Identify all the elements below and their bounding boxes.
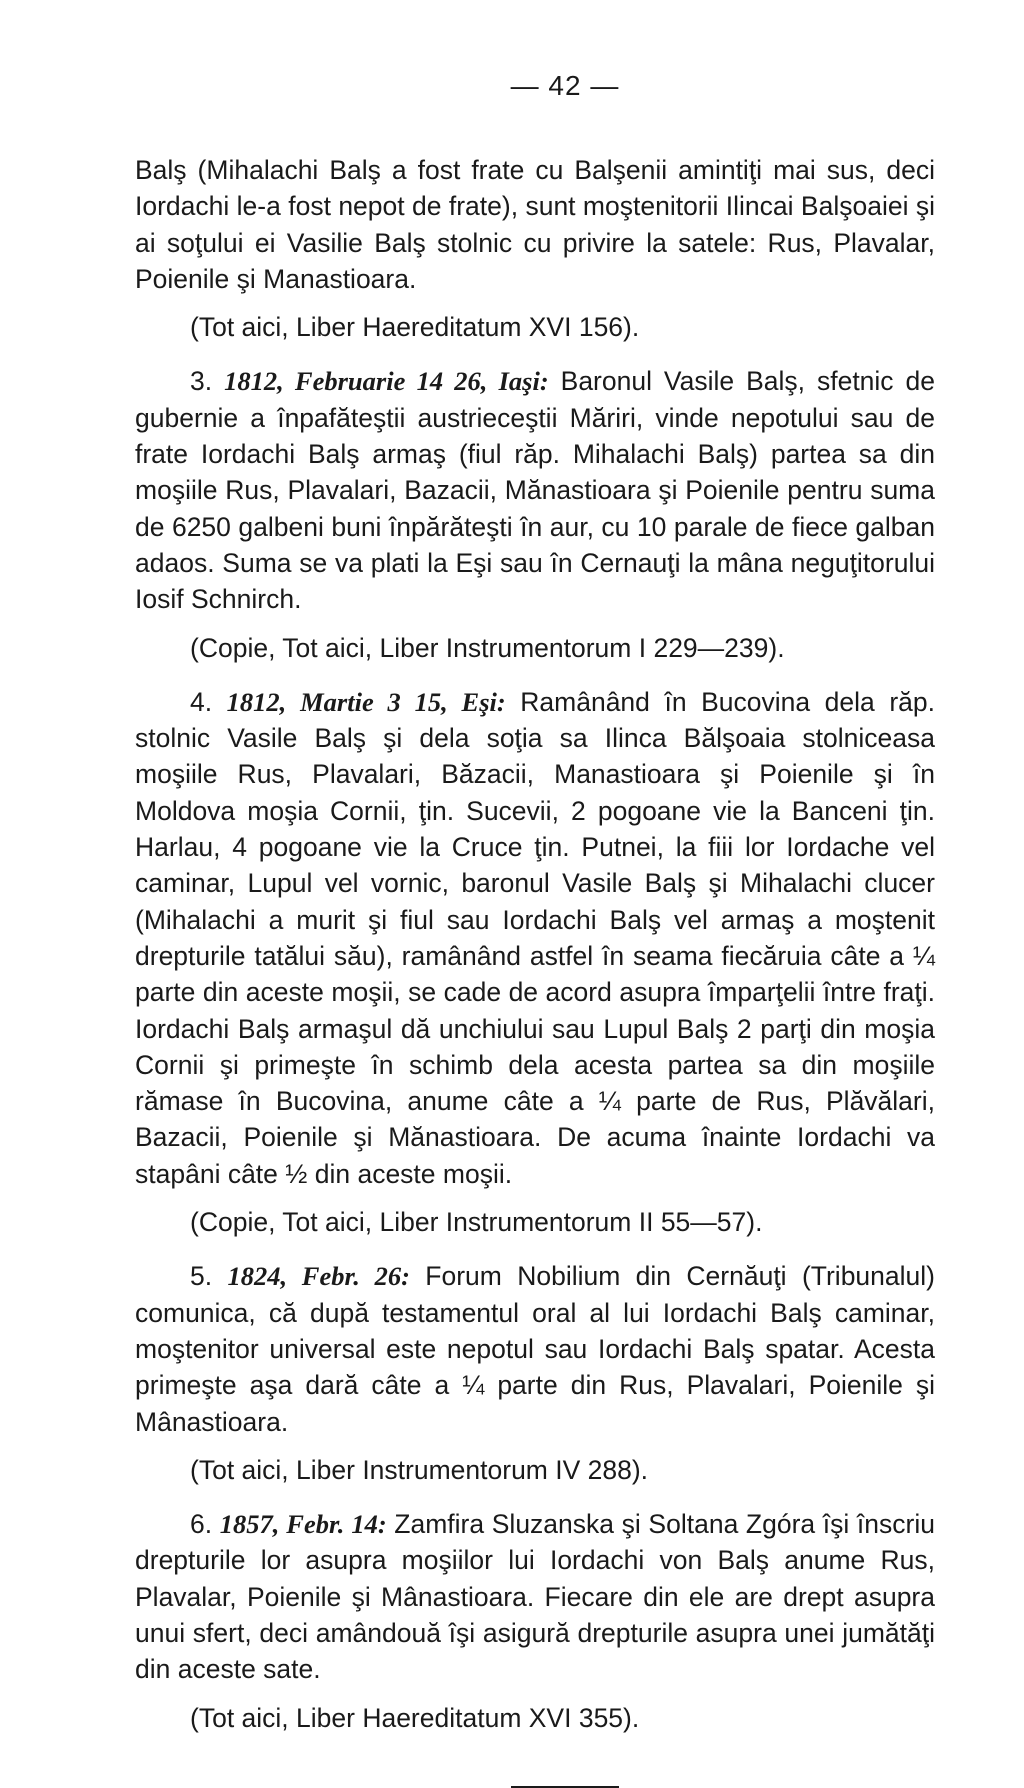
entry-6 [135, 1506, 935, 1736]
entry-number: 6. [190, 1509, 213, 1540]
entry-number: 5. [190, 1261, 213, 1292]
entry-text: Forum Nobilium din Cernăuţi (Tribunalul) comunica, că după testamentul oral al lui Iordachi Balş caminar, moştenitor universal este nepotul sau Iordachi Balş spatar. Acesta primeşte aşa dară câte a ¼ parte din Rus, Plavalari, Poienile şi Mânastioara. [135, 1261, 935, 1437]
intro-paragraph: Balş (Mihalachi Balş a fost frate cu Balşenii amintiţi mai sus, deci Iordachi le-a fost nepot de frate), sunt moştenitorii Ilincai Balşoaiei şi ai soţului ei Vasilie Balş stolnic cu privire la satele: Rus, Plavalar, Poienile şi Manastioara. [135, 155, 935, 294]
entry-paragraph [135, 1506, 935, 1687]
entry-paragraph [135, 684, 935, 1192]
entry-citation: (Tot aici, Liber Haereditatum XVI 355). [190, 1702, 640, 1733]
entry-date: 1812, Martie 3 15, Eşi: [226, 686, 506, 717]
entry-paragraph [135, 1258, 935, 1439]
entry-citation: (Copie, Tot aici, Liber Instrumentorum I 229—239). [190, 632, 785, 663]
entry-citation: (Copie, Tot aici, Liber Instrumentorum II 55—57). [190, 1207, 763, 1238]
entry-number: 4. [190, 686, 213, 717]
entry-number: 3. [190, 366, 213, 397]
page-number: — 42 — [510, 70, 620, 101]
entry-5 [135, 1258, 935, 1488]
document-page [135, 70, 935, 1788]
entry-date: 1857, Febr. 14: [219, 1509, 387, 1540]
entry-text: Ramânând în Bucovina dela răp. stolnic Vasile Balş şi dela soţia sa Ilinca Bălşoaia stolniceasa moşiile Rus, Plavalari, Băzacii, Manastioara şi Poienile şi în Moldova moşia Cornii, ţin. Sucevii, 2 pogoane vie la Banceni ţin. Harlau, 4 pogoane vie la Cruce ţin. Putnei, la fiii lor Iordache vel caminar, Lupul vel vornic, baronul Vasile Balş şi Mihalachi clucer (Mihalachi a murit şi fiul sau Iordachi Balş vel armaş a moştenit drepturile tatălui său), ramânând astfel în seama fiecăruia câte a ¼ parte din aceste moşii, se cade de acord asupra împarţelii între fraţi. Iordachi Balş armaşul dă unchiului sau Lupul Balş 2 parţi din moşia Cornii şi primeşte în schimb dela acesta partea sa din moşiile rămase în Bucovina, anume câte a ¼ parte de Rus, Plăvălari, Bazacii, Poienile şi Mănastioara. De acuma înainte Iordachi va stapâni câte ½ din aceste moşii. [135, 686, 935, 1189]
entry-citation: (Tot aici, Liber Instrumentorum IV 288). [190, 1454, 649, 1485]
entry-date: 1824, Febr. 26: [227, 1261, 410, 1292]
entry-date: 1812, Februarie 14 26, Iaşi: [224, 366, 549, 397]
entry-text: Zamfira Sluzanska şi Soltana Zgóra îşi înscriu drepturile lor asupra moşiilor lui Iordachi von Balş anume Rus, Plavalar, Poienile şi Mânastioara. Fiecare din ele are drept asupra unui sfert, deci amândouă îşi asigură drepturile asupra unei jumătăţi din aceste sate. [135, 1509, 935, 1685]
entry-text: Baronul Vasile Balş, sfetnic de gubernie a înpafăteştii austrieceştii Măriri, vinde nepotului sau de frate Iordachi Balş armaş (fiul răp. Mihalachi Balş) partea sa din moşiile Rus, Plavalari, Bazacii, Mănastioara şi Poienile pentru suma de 6250 galbeni buni înpărăteşti în aur, cu 10 parale de fiece galban adaos. Suma se va plati la Eşi sau în Cernauţi la mâna neguţitorului Iosif Schnirch. [135, 366, 935, 615]
entry-paragraph [135, 363, 935, 617]
entry-3 [135, 363, 935, 665]
intro-citation: (Tot aici, Liber Haereditatum XVI 156). [190, 312, 640, 343]
entry-4 [135, 684, 935, 1240]
